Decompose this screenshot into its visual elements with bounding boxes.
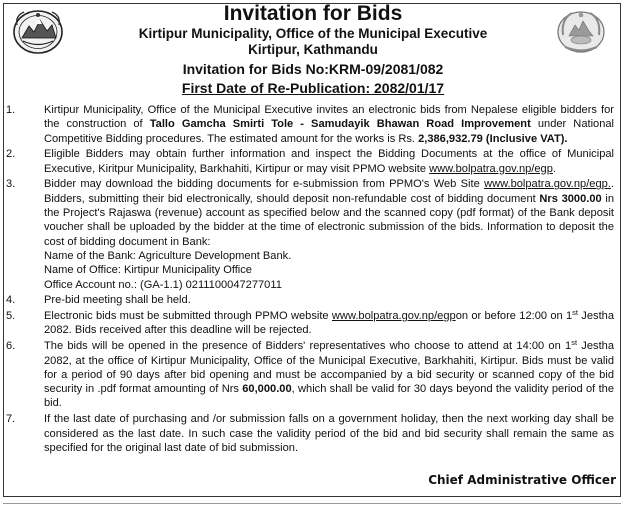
ppmo-link[interactable]: www.bolpatra.gov.np/egp. <box>484 178 611 191</box>
item-text: . <box>552 162 556 175</box>
item-number: 5. <box>6 310 16 323</box>
ordinal-suffix: st <box>571 338 578 348</box>
municipality-emblem-icon <box>11 7 65 55</box>
estimated-amount: 2,386,932.79 (Inclusive VAT). <box>418 132 568 145</box>
item-number: 4. <box>6 294 16 307</box>
item-number: 2. <box>6 148 16 161</box>
item-text: on or before 12:00 on 1 <box>455 310 573 323</box>
item-text: Jestha 2082, at the office of Kirtipur Municipality, Office of the Municipal Executive, Barkhahiti, Kirtipur. Bids must be valid for a period of 90 days after bid opening and must be accompanied by a bid security or scanned copy of the bid security in .pdf format amounting of Nrs <box>44 340 614 396</box>
item-text: , which shall be valid for 30 days beyond the validity period of the bid. <box>44 383 614 410</box>
account-number: Office Account no.: (GA-1.1) 0211100047277011 <box>44 278 282 291</box>
notice-items <box>6 103 614 455</box>
item-text: The bids will be opened in the presence of Bidders' representatives who choose to attend at 14:00 on 1 <box>44 340 572 353</box>
item-text: in the Project's Rajaswa (revenue) account as specified below and the scanned copy (pdf format) of the Bank deposit voucher shall be uploaded by the bidder at the time of electronic submission of the bids. Information to deposit the cost of bidding document in Bank: <box>44 192 614 248</box>
organization-name: Kirtipur Municipality, Office of the Municipal Executive <box>138 26 488 41</box>
signature-title: Chief Administrative Officer <box>428 473 616 487</box>
item-text: Jestha 2082. Bids received after this deadline will be rejected. <box>44 310 614 337</box>
notice-header <box>80 2 546 98</box>
item-text: Eligible Bidders may obtain further information and inspect the Bidding Documents at the office of Municipal Executive, Kiritpur Municipality, Barkhahiti, Kirtipur or may visit PPMO website <box>44 148 614 175</box>
bid-number: Invitation for Bids No:KRM-09/2081/082 <box>182 61 444 77</box>
item-text: under National Competitive Bidding procedures. The estimated amount for the works is Rs. <box>44 118 615 145</box>
item-number: 7. <box>6 413 16 426</box>
ordinal-suffix: st <box>572 308 578 318</box>
list-item <box>6 412 614 455</box>
item-number: 6. <box>6 340 16 353</box>
item-text: Bidder may download the bidding documents for e-submission from PPMO's Web Site <box>44 178 485 191</box>
item-text: Pre-bid meeting shall be held. <box>44 294 191 307</box>
republication-date: First Date of Re-Publication: 2082/01/17 <box>181 80 445 96</box>
ppmo-link[interactable]: www.bolpatra.gov.np/egp <box>429 162 553 175</box>
list-item <box>6 103 614 146</box>
item-text: If the last date of purchasing and /or submission falls on a government holiday, then the next working day shall be considered as the last date. In such case the validity period of the bid and bid security shall remain the same as specified for the original last date of bid submission. <box>44 413 614 454</box>
project-name: Tallo Gamcha Smirti Tole - Samudayik Bhawan Road Improvement <box>149 118 531 131</box>
item-text: Kirtipur Municipality, Office of the Municipal Executive invites an electronic bids from Nepalese eligible bidders for the construction of <box>44 104 614 131</box>
nepal-government-emblem-icon <box>554 7 608 55</box>
item-number: 1. <box>6 104 16 116</box>
item-text: Electronic bids must be submitted through PPMO website <box>44 310 332 323</box>
bid-security-amount: 60,000.00 <box>242 383 292 396</box>
list-item <box>6 309 614 338</box>
list-item <box>6 177 614 291</box>
document-fee: Nrs 3000.00 <box>539 192 602 205</box>
item-text: . Bidders, submitting their bid electronically, should deposit non-refundable cost of bidding document <box>44 178 614 205</box>
item-number: 3. <box>6 178 16 191</box>
list-item <box>6 147 614 176</box>
notice-title: Invitation for Bids <box>223 2 403 25</box>
office-name: Name of Office: Kirtipur Municipality Office <box>44 264 252 277</box>
bottom-divider <box>3 503 621 504</box>
ppmo-link[interactable]: www.bolpatra.gov.np/egp <box>331 310 456 323</box>
organization-location: Kirtipur, Kathmandu <box>248 42 378 57</box>
bank-name: Name of the Bank: Agriculture Development Bank. <box>44 249 292 262</box>
list-item <box>6 293 614 307</box>
list-item <box>6 339 614 410</box>
